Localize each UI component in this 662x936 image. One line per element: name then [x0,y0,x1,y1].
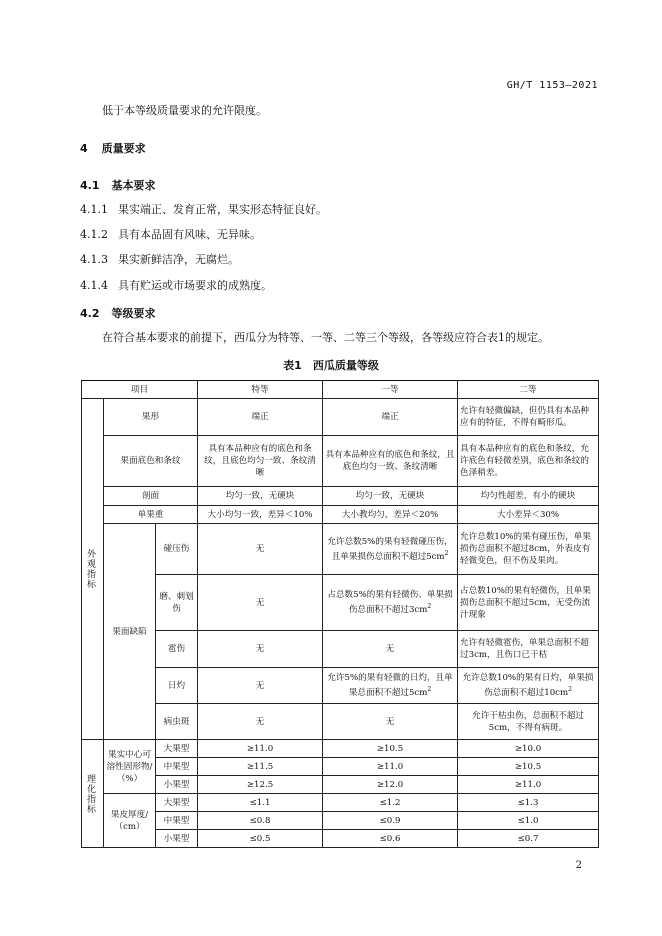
table-row [82,812,599,830]
cell-first: ≥11.0 [323,758,458,776]
solids-label: 果实中心可溶性固形物/（%） [104,740,156,794]
cell-special: ≤0.8 [198,812,323,830]
cell-second [458,524,599,575]
cell-first-text: 允许总数5%的果有轻微碰压伤，且单果损伤总面积不超过5cm [327,536,453,562]
cell-special: ≤0.5 [198,830,323,848]
header-special: 特等 [198,381,323,399]
table-row [82,631,599,668]
row-label: 单果重 [104,506,198,524]
section-4-2-heading [80,305,156,321]
requirement-number: 4.1.3 [80,253,108,266]
requirement-item [80,228,261,242]
table-row [82,436,599,487]
cell-first: 无 [323,704,458,740]
cell-special: ≥12.5 [198,776,323,794]
superscript: 2 [568,686,572,694]
requirement-number: 4.1.2 [80,228,108,241]
cell-second: 大小差异＜30% [458,506,599,524]
cell-second: ≤0.7 [458,830,599,848]
table-row [82,399,599,436]
page-number: 2 [575,860,582,871]
cell-first: 具有本品种应有的底色和条纹，且底色均匀一致、条纹清晰 [323,436,458,487]
cell-second: 均匀性超差，有小的硬块 [458,487,599,506]
table-row [82,524,599,575]
header-second: 二等 [458,381,599,399]
cell-first: ≤0.6 [323,830,458,848]
cell-first: 大小教均匀，差异＜20% [323,506,458,524]
group-physchem-label: 理化指标 [85,773,95,814]
cell-first [323,575,458,631]
row-label: 果面底色和条纹 [104,436,198,487]
cell-special: 均匀一致，无硬块 [198,487,323,506]
requirement-text: 果实端正、发育正常，果实形态特征良好。 [118,203,327,216]
table-header-row [82,381,599,399]
table-row [82,487,599,506]
cell-first [323,524,458,575]
row-label: 磨、刺划伤 [156,575,198,631]
header-item: 项目 [82,381,198,399]
cell-second-text: 允许总数10%的果有日灼，单果损伤总面积不超过10cm [462,673,594,698]
row-label: 雹伤 [156,631,198,668]
group-appearance [82,399,104,740]
table-row [82,668,599,704]
section-4-title: 质量要求 [101,142,146,155]
row-label: 碰压伤 [156,524,198,575]
cell-second: ≤1.0 [458,812,599,830]
cell-second: 允许有轻微雹伤，单果总面积不超过3cm，且伤口已干枯 [458,631,599,668]
cell-special: 具有本品种应有的底色和条纹，且底色均匀一致、条纹清晰 [198,436,323,487]
table-row [82,794,599,812]
cell-special: 大小均匀一致，差异＜10% [198,506,323,524]
superscript: 2 [427,603,432,611]
intro-tail-text: 低于本等级质量要求的允许限度。 [102,104,267,117]
cell-special: 无 [198,631,323,668]
section-4-1-heading [80,177,156,193]
size-label: 小果型 [156,830,198,848]
size-label: 小果型 [156,776,198,794]
table-row [82,776,599,794]
cell-second: ≥10.5 [458,758,599,776]
defects-label: 果面缺陷 [104,524,156,740]
cell-first: ≤1.2 [323,794,458,812]
cell-second: ≤1.3 [458,794,599,812]
table-row [82,740,599,758]
cell-second: 允许干枯虫伤，总面积不超过5cm，不得有病斑。 [458,704,599,740]
section-4-2-number: 4.2 [80,307,100,320]
cell-special: 无 [198,704,323,740]
size-label: 大果型 [156,740,198,758]
requirement-item [80,253,239,267]
table-row [82,704,599,740]
group-appearance-label: 外观指标 [85,549,95,589]
cell-second [458,668,599,704]
superscript: 2 [427,686,432,694]
requirement-text: 具有贮运或市场要求的成熟度。 [118,279,272,292]
table-caption: 表1 西瓜质量等级 [283,359,379,372]
cell-special: 无 [198,668,323,704]
section-4-number: 4 [80,142,88,155]
cell-special: 无 [198,524,323,575]
cell-first-text: 允许5%的果有轻微的日灼，且单果总面积不超过5cm [327,673,453,698]
standard-code: GH/T 1153—2021 [506,80,598,91]
cell-special: 无 [198,575,323,631]
requirement-number: 4.1.4 [80,279,108,292]
cell-first [323,668,458,704]
cell-special: ≥11.0 [198,740,323,758]
table-row [82,575,599,631]
cell-special: 端正 [198,399,323,436]
row-label: 果形 [104,399,198,436]
cell-special: ≤1.1 [198,794,323,812]
size-label: 中果型 [156,758,198,776]
superscript: 2 [444,549,449,557]
requirement-number: 4.1.1 [80,203,108,216]
cell-first: ≤0.9 [323,812,458,830]
cell-second: ≥11.0 [458,776,599,794]
section-4-1-title: 基本要求 [111,179,156,192]
size-label: 中果型 [156,812,198,830]
cell-special: ≥11.5 [198,758,323,776]
rind-label: 果皮厚度/（cm） [104,794,156,848]
cell-first: 端正 [323,399,458,436]
cell-second: ≥10.0 [458,740,599,758]
table-row [82,506,599,524]
section-4-heading [80,140,146,156]
cell-first-text: 占总数5%的果有轻微伤、单果损伤总面积不超过3cm [327,590,453,615]
row-label: 日灼 [156,668,198,704]
size-label: 大果型 [156,794,198,812]
row-label: 剖面 [104,487,198,506]
table-row [82,830,599,848]
cell-second-text: 允许总数10%的果有碰压伤，单果损伤总面积不超过8cm，外表皮有轻微变色，但不伤及果肉。 [460,532,591,566]
header-first: 一等 [323,381,458,399]
row-label: 病虫斑 [156,704,198,740]
cell-second: 具有本品种应有的底色和条纹，允许底色有轻微差别，底色和条纹的色泽稍差。 [458,436,599,487]
group-physchem [82,740,104,848]
requirement-item [80,279,272,293]
cell-second: 占总数10%的果有轻微伤，且单果损伤总面积不超过5cm，无受伤流汁现象 [458,575,599,631]
section-4-2-title: 等级要求 [111,307,156,320]
requirement-item [80,203,327,217]
cell-first: 无 [323,631,458,668]
cell-second: 允许有轻微偏缺，但仍具有本品种应有的特征，不得有畸形瓜。 [458,399,599,436]
cell-first: ≥10.5 [323,740,458,758]
quality-grade-table [81,380,599,848]
section-4-1-number: 4.1 [80,179,100,192]
cell-first: ≥12.0 [323,776,458,794]
requirement-text: 果实新鲜洁净，无腐烂。 [118,253,239,266]
section-4-2-body: 在符合基本要求的前提下，西瓜分为特等、一等、二等三个等级，各等级应符合表1的规定。 [102,331,549,344]
requirement-text: 具有本品固有风味、无异味。 [118,228,261,241]
table-row [82,758,599,776]
cell-first: 均匀一致，无硬块 [323,487,458,506]
